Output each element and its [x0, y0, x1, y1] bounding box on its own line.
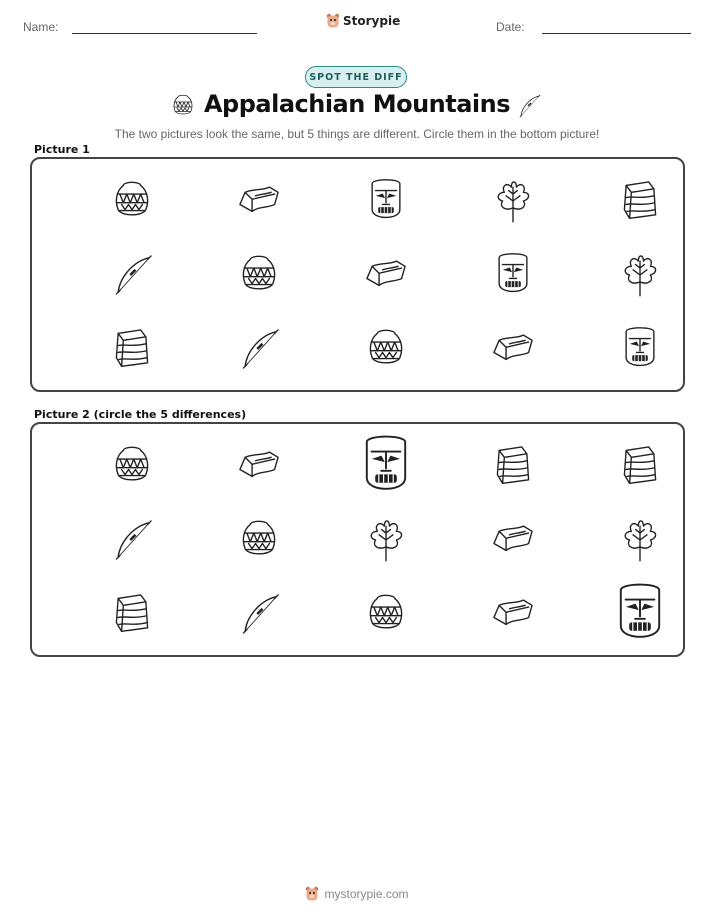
grid-cell[interactable] [483, 319, 543, 379]
pot-icon [233, 249, 285, 301]
bear-icon [305, 886, 319, 902]
grid-cell[interactable] [604, 578, 676, 650]
grid-cell[interactable] [356, 319, 416, 379]
grid-cell[interactable] [483, 245, 543, 305]
tribal-mask-icon [360, 175, 412, 227]
name-label: Name: [23, 20, 59, 34]
grid-cell[interactable] [356, 584, 416, 644]
stone-slab-icon [233, 440, 285, 492]
picture-1-panel[interactable] [30, 157, 685, 392]
stone-slab-icon [487, 323, 539, 375]
grid-cell[interactable] [610, 319, 670, 379]
grid-cell[interactable] [610, 436, 670, 496]
tribal-mask-icon [614, 323, 666, 375]
pot-icon [106, 175, 158, 227]
brand-name: Storypie [343, 14, 401, 28]
spot-the-diff-badge: SPOT THE DIFF [305, 66, 407, 88]
oak-leaf-icon [614, 249, 666, 301]
bow-icon [233, 588, 285, 640]
grid-cell[interactable] [356, 245, 416, 305]
oak-leaf-icon [360, 514, 412, 566]
date-line[interactable] [542, 33, 691, 34]
instructions: The two pictures look the same, but 5 things are different. Circle them in the bottom picture! [114, 127, 600, 141]
grid-cell[interactable] [102, 510, 162, 570]
rock-icon [614, 175, 666, 227]
bow-icon [233, 323, 285, 375]
grid-cell[interactable] [483, 584, 543, 644]
grid-cell[interactable] [229, 171, 289, 231]
grid-cell[interactable] [356, 171, 416, 231]
picture-2-label: Picture 2 (circle the 5 differences) [34, 408, 247, 421]
grid-cell[interactable] [229, 319, 289, 379]
grid-cell[interactable] [229, 245, 289, 305]
grid-cell[interactable] [610, 245, 670, 305]
grid-cell[interactable] [102, 436, 162, 496]
footer [0, 886, 714, 902]
stone-slab-icon [487, 588, 539, 640]
picture-1-label: Picture 1 [34, 143, 90, 156]
grid-cell[interactable] [229, 584, 289, 644]
tribal-mask-icon [487, 249, 539, 301]
date-label: Date: [496, 20, 525, 34]
grid-cell[interactable] [350, 430, 422, 502]
pot-icon [106, 440, 158, 492]
tribal-mask-icon [604, 578, 676, 650]
rock-icon [614, 440, 666, 492]
oak-leaf-icon [614, 514, 666, 566]
grid-cell[interactable] [229, 510, 289, 570]
grid-cell[interactable] [102, 319, 162, 379]
bear-icon [326, 13, 340, 29]
rock-icon [487, 440, 539, 492]
name-line[interactable] [72, 33, 257, 34]
grid-cell[interactable] [356, 510, 416, 570]
grid-cell[interactable] [483, 510, 543, 570]
grid-cell[interactable] [102, 245, 162, 305]
stone-slab-icon [360, 249, 412, 301]
grid-cell[interactable] [483, 171, 543, 231]
picture-2-panel[interactable] [30, 422, 685, 657]
grid-cell[interactable] [102, 171, 162, 231]
grid-cell[interactable] [229, 436, 289, 496]
brand-logo [326, 13, 400, 29]
tribal-mask-icon [350, 430, 422, 502]
bow-icon [514, 91, 544, 121]
pot-icon [360, 323, 412, 375]
bow-icon [106, 514, 158, 566]
rock-icon [106, 588, 158, 640]
pot-icon [233, 514, 285, 566]
rock-icon [106, 323, 158, 375]
stone-slab-icon [233, 175, 285, 227]
grid-cell[interactable] [610, 171, 670, 231]
stone-slab-icon [487, 514, 539, 566]
page-title: Appalachian Mountains [203, 90, 511, 118]
oak-leaf-icon [487, 175, 539, 227]
grid-cell[interactable] [102, 584, 162, 644]
grid-cell[interactable] [483, 436, 543, 496]
footer-url[interactable]: mystorypie.com [324, 887, 409, 901]
pot-icon [360, 588, 412, 640]
grid-cell[interactable] [610, 510, 670, 570]
bow-icon [106, 249, 158, 301]
